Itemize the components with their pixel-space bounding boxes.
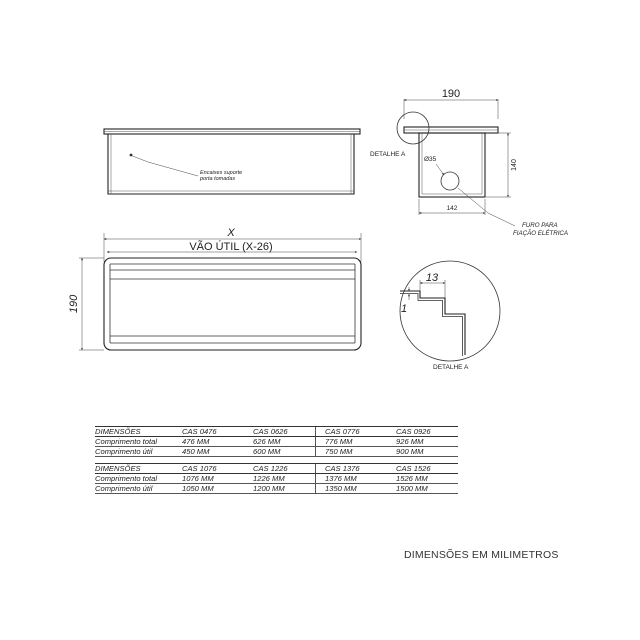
table-header-label: DIMENSÕES	[95, 464, 173, 474]
table-cell: 1500 MM	[387, 484, 458, 494]
table-row	[95, 437, 458, 447]
table-row-label: Comprimento total	[95, 474, 173, 484]
table-cell: 1376 MM	[316, 474, 388, 484]
section-bottom-width-label: 142	[446, 205, 458, 212]
table-cell: 476 MM	[173, 437, 244, 447]
dimensions-table-2	[95, 463, 458, 494]
table-row-label: Comprimento útil	[95, 447, 173, 457]
section-detail-label: DETALHE A	[370, 151, 406, 158]
table-row-label: Comprimento útil	[95, 484, 173, 494]
detail-circle	[400, 261, 500, 361]
section-hole-note-line2: FIAÇÃO ELÉTRICA	[513, 230, 569, 237]
table-header-row	[95, 427, 458, 437]
side-view	[104, 129, 360, 194]
table-header-label: DIMENSÕES	[95, 427, 173, 437]
section-hole-leader	[458, 188, 515, 226]
table-cell: 776 MM	[316, 437, 388, 447]
detail-profile-inner	[400, 294, 463, 357]
side-view-leader	[130, 155, 198, 176]
table-cell: 600 MM	[244, 447, 316, 457]
table-header-model: CAS 0476	[173, 427, 244, 437]
table-header-model: CAS 0626	[244, 427, 316, 437]
top-width-label: 190	[68, 294, 80, 314]
section-hole-diameter-label: Ø35	[424, 156, 437, 163]
section-view	[370, 88, 568, 237]
dimensions-table-1	[95, 426, 458, 457]
section-hole-note-line1: FURO PARA	[522, 222, 558, 229]
table-cell: 1200 MM	[244, 484, 316, 494]
table-row	[95, 474, 458, 484]
top-useful-length-label: VÃO ÚTIL (X-26)	[189, 241, 273, 253]
section-body	[419, 133, 485, 197]
table-header-model: CAS 1376	[316, 464, 388, 474]
table-cell: 1226 MM	[244, 474, 316, 484]
table-cell: 1526 MM	[387, 474, 458, 484]
table-cell: 626 MM	[244, 437, 316, 447]
section-detail-a-marker	[397, 112, 429, 144]
table-header-row	[95, 464, 458, 474]
table-cell: 450 MM	[173, 447, 244, 457]
table-header-model: CAS 0926	[387, 427, 458, 437]
table-header-model: CAS 1226	[244, 464, 316, 474]
table-row-label: Comprimento total	[95, 437, 173, 447]
table-cell: 750 MM	[316, 447, 388, 457]
detail-label: DETALHE A	[433, 364, 469, 371]
table-header-model: CAS 0776	[316, 427, 388, 437]
table-cell: 926 MM	[387, 437, 458, 447]
table-header-model: CAS 1076	[173, 464, 244, 474]
table-header-model: CAS 1526	[387, 464, 458, 474]
section-top-width-label: 190	[441, 88, 461, 100]
side-view-annotation-line2: porta tomadas	[200, 176, 236, 182]
detail-view	[400, 261, 500, 371]
detail-vertical-label: 1	[400, 303, 408, 315]
detail-horizontal-label: 13	[425, 272, 439, 284]
table-row	[95, 447, 458, 457]
top-total-length-label: X	[227, 227, 235, 239]
table-cell: 1350 MM	[316, 484, 388, 494]
side-view-body	[108, 134, 354, 194]
table-cell: 1076 MM	[173, 474, 244, 484]
table-cell: 1050 MM	[173, 484, 244, 494]
units-note: DIMENSÕES EM MILIMETROS	[404, 549, 559, 561]
table-cell: 900 MM	[387, 447, 458, 457]
section-height-label: 140	[511, 159, 518, 171]
top-view	[68, 227, 361, 350]
table-row	[95, 484, 458, 494]
side-view-annotation-line1: Encaixes suporte	[200, 170, 243, 176]
